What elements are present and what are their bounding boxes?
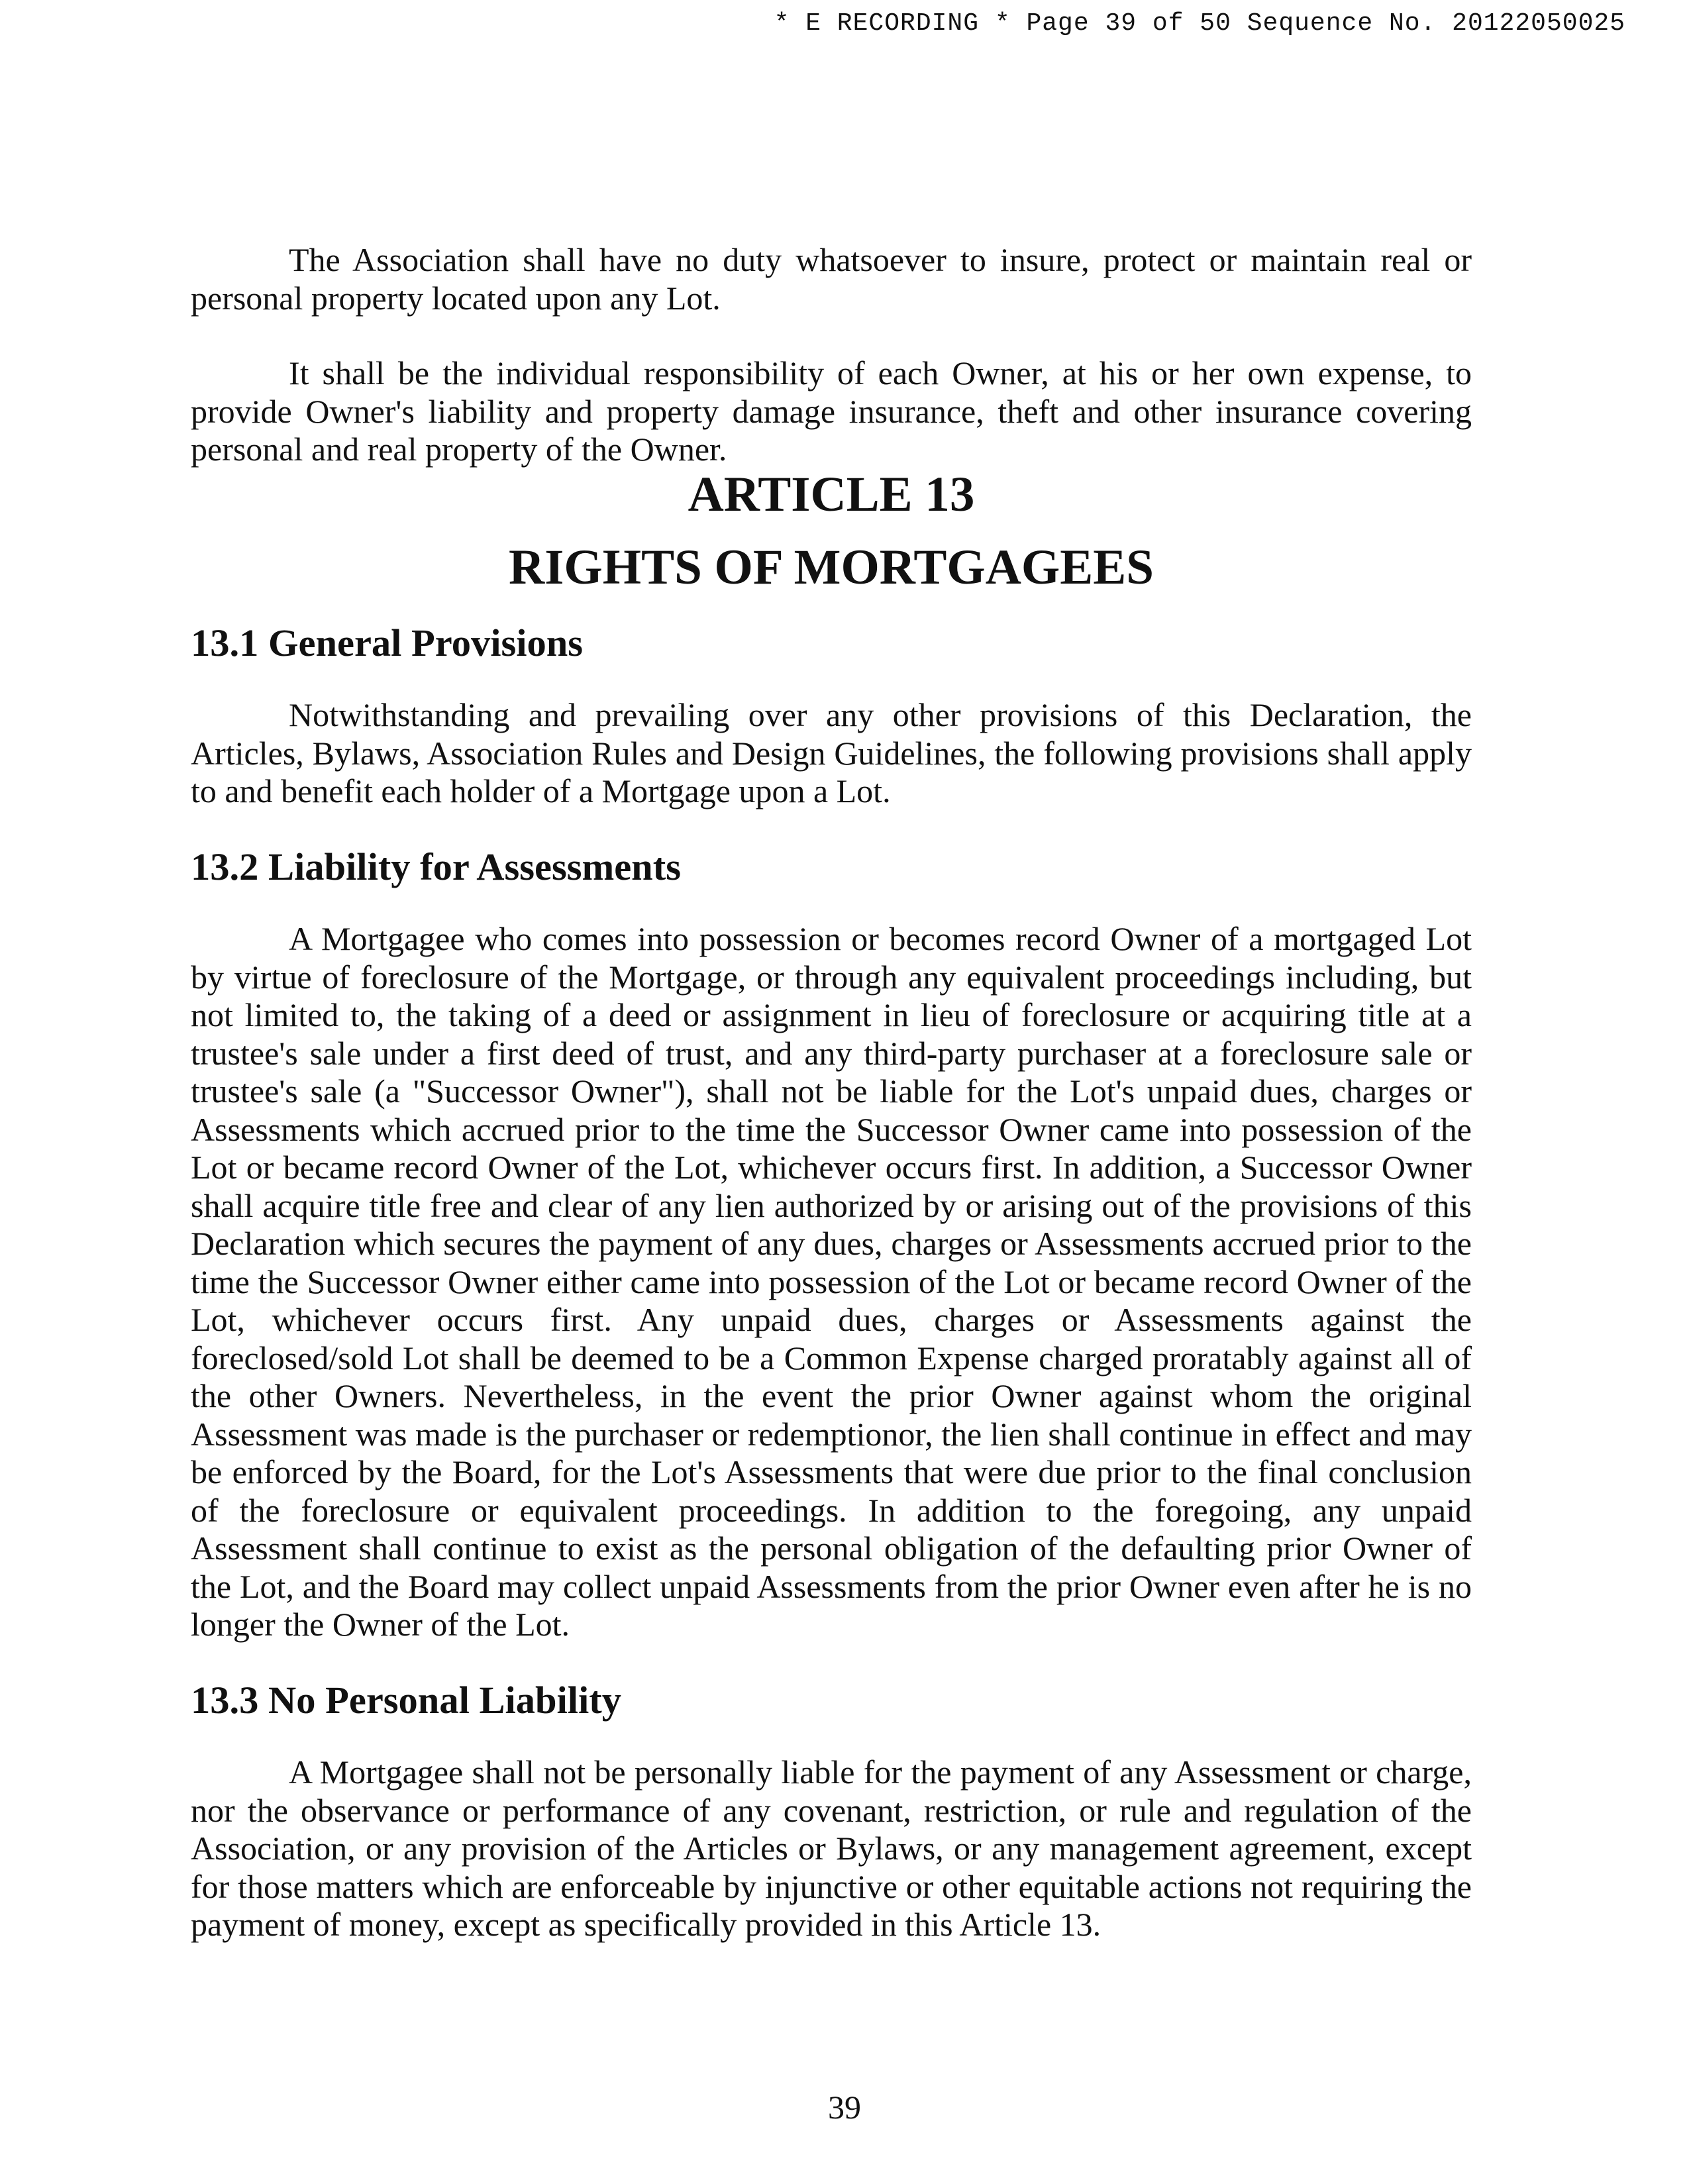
section-heading-13-3: 13.3 No Personal Liability bbox=[191, 1678, 622, 1722]
recording-header: * E RECORDING * Page 39 of 50 Sequence No. 20122050025 bbox=[774, 9, 1625, 38]
section-text-13-1: Notwithstanding and prevailing over any other provisions of this Declaration, the Articles, Bylaws, Association Rules and Design Guidelines, the following provisions shall apply to and benefit each holder of a Mortgage upon a Lot. bbox=[191, 696, 1472, 809]
section-heading-13-2: 13.2 Liability for Assessments bbox=[191, 845, 681, 888]
page-number: 39 bbox=[828, 2089, 861, 2126]
section-heading-13-1: 13.1 General Provisions bbox=[191, 621, 584, 664]
paragraph-no-duty-to-insure: The Association shall have no duty whatsoever to insure, protect or maintain real or personal property located upon any Lot. bbox=[191, 241, 1472, 317]
document-body bbox=[191, 241, 1472, 1944]
section-text-13-3: A Mortgagee shall not be personally liable for the payment of any Assessment or charge, nor the observance or performance of any covenant, restriction, or rule and regulation of the Association, or any provision of the Articles or Bylaws, or any management agreement, except for those matters which are enforceable by injunctive or other equitable actions not requiring the payment of money, except as specifically provided in this Article 13. bbox=[191, 1753, 1472, 1943]
paragraph-owner-insurance: It shall be the individual responsibility of each Owner, at his or her own expense, to provide Owner's liability and property damage insurance, theft and other insurance covering personal and real property of the Owner. bbox=[191, 354, 1472, 468]
article-title: RIGHTS OF MORTGAGEES bbox=[509, 540, 1154, 595]
article-number: ARTICLE 13 bbox=[688, 466, 975, 522]
section-text-13-2: A Mortgagee who comes into possession or becomes record Owner of a mortgaged Lot by virtue of foreclosure of the Mortgage, or through any equivalent proceedings including, but not limited to, the taking of a deed or assignment in lieu of foreclosure or acquiring title at a trustee's sale under a first deed of trust, and any third-party purchaser at a foreclosure sale or trustee's sale (a "Successor Owner"), shall not be liable for the Lot's unpaid dues, charges or Assessments which accrued prior to the time the Successor Owner came into possession of the Lot or became record Owner of the Lot, whichever occurs first. In addition, a Successor Owner shall acquire title free and clear of any lien authorized by or arising out of the provisions of this Declaration which secures the payment of any dues, charges or Assessments accrued prior to the time the Successor Owner either came into possession of the Lot or became record Owner of the Lot, whichever occurs first. Any unpaid dues, charges or Assessments against the foreclosed/sold Lot shall be deemed to be a Common Expense charged proratably against all of the other Owners. Nevertheless, in the event the prior Owner against whom the original Assessment was made is the purchaser or redemptionor, the lien shall continue in effect and may be enforced by the Board, for the Lot's Assessments that were due prior to the final conclusion of the foreclosure or equivalent proceedings. In addition to the foregoing, any unpaid Assessment shall continue to exist as the personal obligation of the defaulting prior Owner of the Lot, and the Board may collect unpaid Assessments from the prior Owner even after he is no longer the Owner of the Lot. bbox=[191, 920, 1472, 1643]
